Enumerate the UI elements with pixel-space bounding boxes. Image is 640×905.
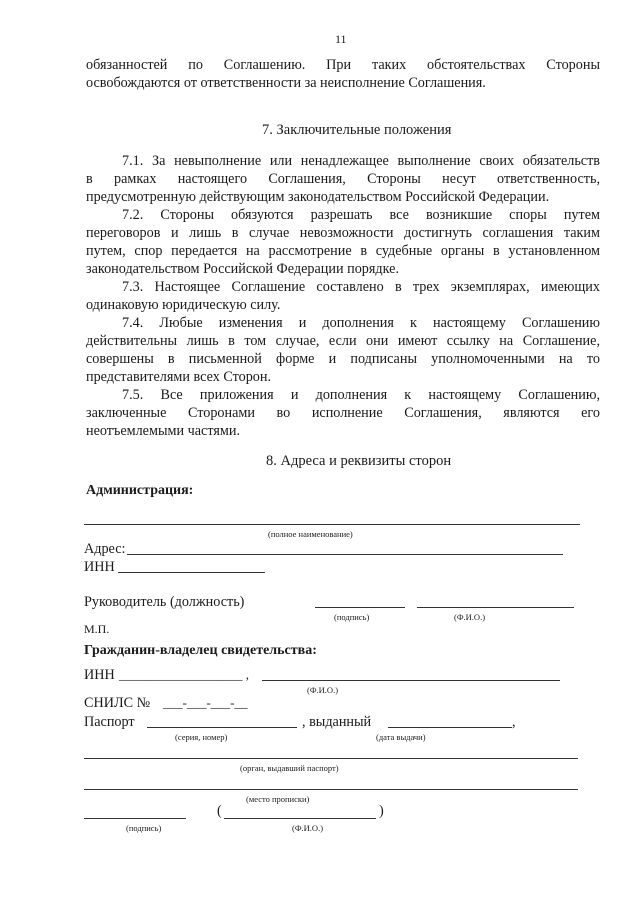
open-paren: ( <box>217 803 222 819</box>
text-line: представителями всех Сторон. <box>86 369 272 385</box>
fullname-line <box>84 524 580 525</box>
text-line: 7.1. За невыполнение или ненадлежащее выполнение своих обязательств <box>122 153 600 169</box>
inn-line <box>118 572 265 573</box>
snils-label: СНИЛС № <box>84 695 151 711</box>
text-line: обязанностей по Соглашению. При таких обстоятельствах Стороны <box>86 57 600 73</box>
comma: , <box>512 714 516 730</box>
issuer-line <box>84 758 578 759</box>
field-caption: (Ф.И.О.) <box>454 612 486 622</box>
citizen-fio2-line <box>224 818 376 819</box>
head-label: Руководитель (должность) <box>84 594 245 610</box>
section-heading-7: 7. Заключительные положения <box>262 122 452 138</box>
citizen-title: Гражданин-владелец свидетельства: <box>84 643 317 658</box>
issued-label: , выданный <box>302 714 372 730</box>
field-caption: (дата выдачи) <box>376 732 426 742</box>
administration-title: Администрация: <box>86 483 194 498</box>
text-line: путем, спор передается на рассмотрение в судебные органы в установленном <box>86 243 600 259</box>
field-caption: (орган, выдавший паспорт) <box>240 763 339 773</box>
text-line: 7.3. Настоящее Соглашение составлено в трех экземплярах, имеющих <box>122 279 600 295</box>
field-caption: (подпись) <box>334 612 370 622</box>
stamp-label: М.П. <box>84 622 110 636</box>
citizen-signature-line <box>84 818 186 819</box>
residence-line <box>84 789 578 790</box>
text-line: в рамках настоящего Соглашения, Стороны несут ответственность, <box>86 171 600 187</box>
text-line: предусмотренную действующим законодательством Российской Федерации. <box>86 189 550 205</box>
snils-blank: ___-___-___-__ <box>163 695 248 710</box>
page-number: 11 <box>335 32 347 46</box>
section-heading-8: 8. Адреса и реквизиты сторон <box>266 453 452 469</box>
address-line <box>127 554 563 555</box>
fio-line <box>417 607 574 608</box>
text-line: 7.2. Стороны обязуются разрешать все возникшие споры путем <box>122 207 600 223</box>
text-line: освобождаются от ответственности за неисполнение Соглашения. <box>86 75 486 91</box>
field-caption: (Ф.И.О.) <box>307 685 339 695</box>
text-line: 7.5. Все приложения и дополнения к настоящему Соглашению, <box>122 387 600 403</box>
issue-date-line <box>388 727 512 728</box>
field-caption: (серия, номер) <box>175 732 228 742</box>
text-line: одинаковую юридическую силу. <box>86 297 281 313</box>
citizen-inn-label: ИНН <box>84 667 115 683</box>
citizen-fio-line <box>262 680 560 681</box>
close-paren: ) <box>379 803 384 819</box>
field-caption: (Ф.И.О.) <box>292 823 324 833</box>
passport-series-line <box>147 727 297 728</box>
field-caption: (полное наименование) <box>268 529 353 539</box>
address-label: Адрес: <box>84 541 126 557</box>
passport-label: Паспорт <box>84 714 135 730</box>
signature-line <box>315 607 405 608</box>
text-line: совершены в письменной форме и подписаны уполномоченными на то <box>86 351 600 367</box>
citizen-inn-blank: ___________________ , <box>119 667 249 682</box>
text-line: переговоров и лишь в случае невозможности достигнуть соглашения таким <box>86 225 600 241</box>
text-line: неотъемлемыми частями. <box>86 423 240 439</box>
text-line: законодательством Российской Федерации порядке. <box>86 261 400 277</box>
text-line: 7.4. Любые изменения и дополнения к настоящему Соглашению <box>122 315 600 331</box>
text-line: действительны лишь в том случае, если они имеют ссылку на Соглашение, <box>86 333 600 349</box>
text-line: заключенные Сторонами во исполнение Соглашения, являются его <box>86 405 600 421</box>
field-caption: (место прописки) <box>246 794 310 804</box>
field-caption: (подпись) <box>126 823 162 833</box>
inn-label: ИНН <box>84 559 115 575</box>
